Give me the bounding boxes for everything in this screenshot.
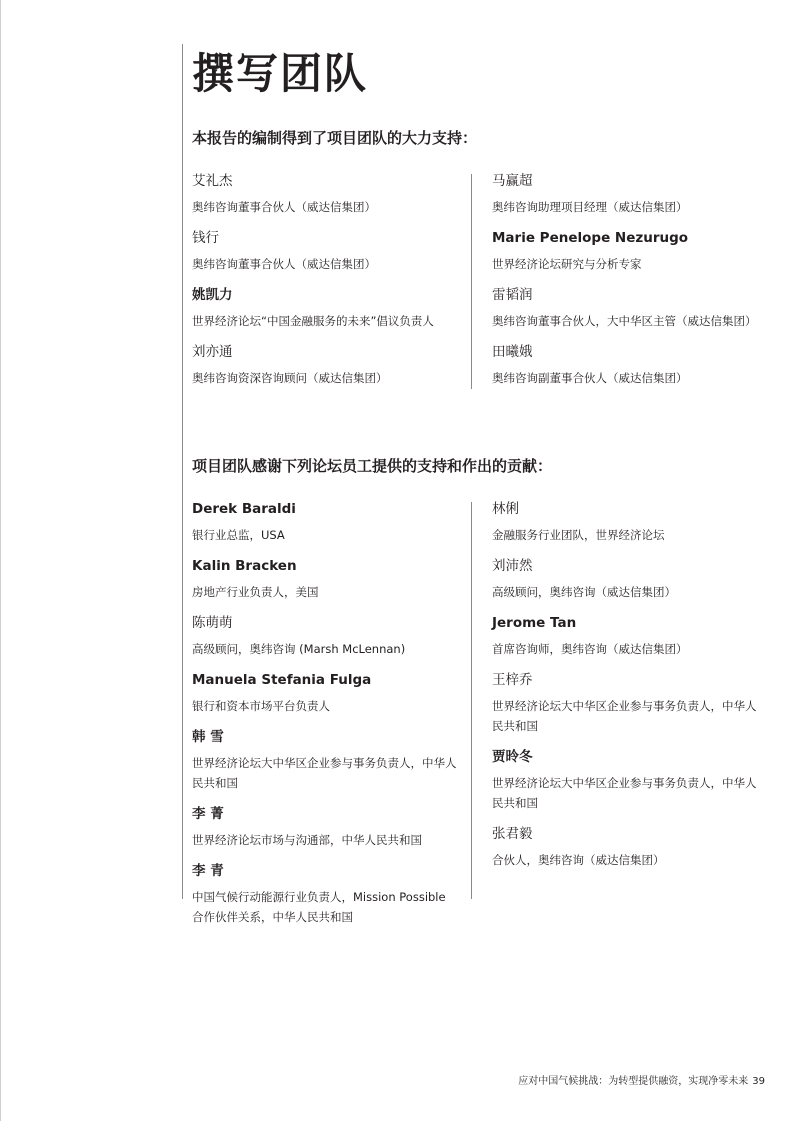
person-entry (492, 500, 757, 545)
person-role: 房地产行业负责人，美国 (192, 585, 319, 599)
person-role: 奥纬咨询助理项目经理（威达信集团） (492, 200, 688, 214)
person-name: 林俐 (492, 501, 519, 517)
person-role: 首席咨询师，奥纬咨询（威达信集团） (492, 642, 688, 656)
person-role: 银行和资本市场平台负责人 (192, 699, 330, 713)
section2-left-column (192, 500, 457, 939)
person-entry (192, 805, 457, 850)
person-role: 奥纬咨询董事合伙人（威达信集团） (192, 257, 376, 271)
page-number: 39 (752, 1076, 765, 1087)
person-role: 中国气候行动能源行业负责人，Mission Possible 合作伙伴关系，中华人民共和国 (192, 890, 446, 924)
person-entry (492, 343, 757, 388)
person-role: 奥纬咨询董事合伙人，大中华区主管（威达信集团） (492, 314, 757, 328)
person-name: 陈萌萌 (192, 615, 233, 631)
person-role: 奥纬咨询资深咨询顾问（威达信集团） (192, 371, 388, 385)
person-role: 奥纬咨询副董事合伙人（威达信集团） (492, 371, 688, 385)
person-name: 李 青 (192, 863, 224, 879)
person-name: 钱行 (192, 230, 219, 246)
person-name: 韩 雪 (192, 729, 224, 745)
section1-right-column (492, 172, 757, 400)
person-entry (192, 728, 457, 793)
left-vertical-rule (182, 44, 183, 899)
person-role: 金融服务行业团队，世界经济论坛 (492, 528, 665, 542)
person-name: 田曦娥 (492, 344, 533, 360)
person-entry (492, 614, 757, 659)
person-entry (192, 862, 457, 927)
person-name: 刘沛然 (492, 558, 533, 574)
person-role: 高级顾问，奥纬咨询 (Marsh McLennan) (192, 642, 406, 656)
section2-right-column (492, 500, 757, 882)
person-entry (192, 671, 457, 716)
person-name: Derek Baraldi (192, 501, 296, 517)
person-role: 世界经济论坛大中华区企业参与事务负责人，中华人民共和国 (192, 756, 457, 790)
person-role: 合伙人，奥纬咨询（威达信集团） (492, 853, 665, 867)
person-name: 雷韬润 (492, 287, 533, 303)
section1-left-column (192, 172, 457, 400)
section2-column-divider (471, 502, 472, 899)
person-name: 贾昤冬 (492, 749, 533, 765)
person-role: 世界经济论坛“中国金融服务的未来”倡议负责人 (192, 314, 434, 328)
section2-heading: 项目团队感谢下列论坛员工提供的支持和作出的贡献： (192, 457, 553, 475)
person-entry (192, 172, 457, 217)
person-name: 艾礼杰 (192, 173, 233, 189)
person-name: 张君毅 (492, 826, 533, 842)
person-role: 世界经济论坛大中华区企业参与事务负责人，中华人民共和国 (492, 776, 757, 810)
person-name: 王梓乔 (492, 672, 533, 688)
person-name: 刘亦通 (192, 344, 233, 360)
person-name: Marie Penelope Nezurugo (492, 230, 689, 246)
person-role: 高级顾问，奥纬咨询（威达信集团） (492, 585, 676, 599)
person-entry (192, 343, 457, 388)
person-entry (492, 825, 757, 870)
person-entry (492, 172, 757, 217)
person-name: 李 菁 (192, 806, 224, 822)
person-entry (492, 748, 757, 813)
footer-report-title: 应对中国气候挑战：为转型提供融资，实现净零未来 (518, 1076, 749, 1087)
person-entry (192, 286, 457, 331)
person-role: 银行业总监，USA (192, 528, 285, 542)
person-entry (492, 557, 757, 602)
page-footer (518, 1075, 765, 1089)
person-entry (492, 229, 757, 274)
person-name: 马赢超 (492, 173, 533, 189)
person-entry (192, 614, 457, 659)
person-entry (492, 286, 757, 331)
page-title: 撰写团队 (192, 49, 369, 98)
person-name: Manuela Stefania Fulga (192, 672, 372, 688)
person-role: 世界经济论坛研究与分析专家 (492, 257, 642, 271)
section1-heading: 本报告的编制得到了项目团队的大力支持： (192, 129, 478, 147)
person-entry (192, 500, 457, 545)
person-name: Jerome Tan (492, 615, 577, 631)
section1-column-divider (471, 174, 472, 389)
page-edge (0, 0, 1, 1121)
person-entry (192, 557, 457, 602)
person-name: Kalin Bracken (192, 558, 297, 574)
person-role: 世界经济论坛大中华区企业参与事务负责人，中华人民共和国 (492, 699, 757, 733)
person-entry (192, 229, 457, 274)
person-role: 世界经济论坛市场与沟通部，中华人民共和国 (192, 833, 422, 847)
person-entry (492, 671, 757, 736)
person-name: 姚凯力 (192, 287, 233, 303)
person-role: 奥纬咨询董事合伙人（威达信集团） (192, 200, 376, 214)
